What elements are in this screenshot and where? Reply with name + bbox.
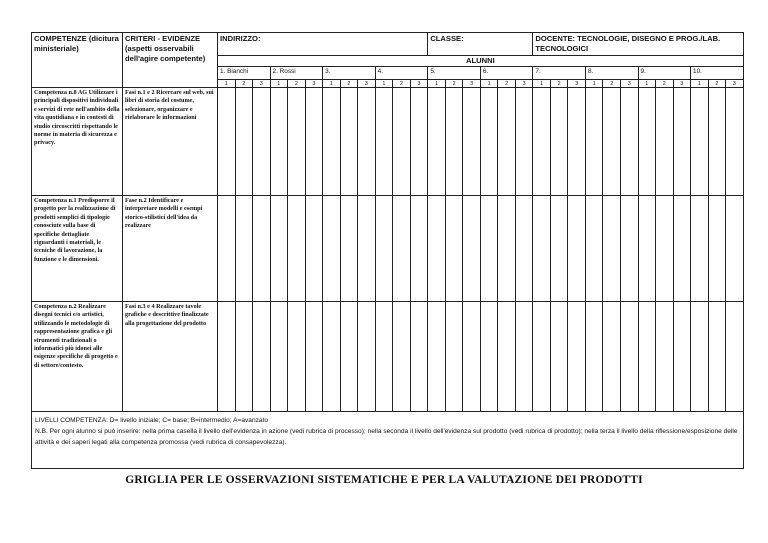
evaluation-cell[interactable] [463,302,481,412]
evaluation-cell[interactable] [533,302,551,412]
level-number: 2 [445,80,463,88]
level-number: 1 [218,80,236,88]
criterio-cell: Fasi n.1 e 2 Ricercare sul web, sui libri di storia del costume, selezionare, organizzare e rielaborare le informazioni [123,88,218,196]
competence-row [32,88,744,196]
evaluation-cell[interactable] [638,196,656,302]
evaluation-cell[interactable] [375,302,393,412]
evaluation-cell[interactable] [656,88,674,196]
level-number: 3 [253,80,271,88]
evaluation-cell[interactable] [270,302,288,412]
evaluation-cell[interactable] [480,302,498,412]
header-row [32,33,744,56]
evaluation-cell[interactable] [550,88,568,196]
evaluation-cell[interactable] [673,302,691,412]
evaluation-cell[interactable] [585,302,603,412]
evaluation-cell[interactable] [218,88,236,196]
evaluation-cell[interactable] [305,88,323,196]
evaluation-cell[interactable] [270,196,288,302]
evaluation-cell[interactable] [515,196,533,302]
notes-cell [32,412,744,469]
level-number: 1 [428,80,446,88]
evaluation-cell[interactable] [691,302,709,412]
evaluation-cell[interactable] [603,302,621,412]
evaluation-cell[interactable] [375,196,393,302]
level-number: 3 [410,80,428,88]
evaluation-cell[interactable] [550,196,568,302]
criterio-cell: Fasi n.3 e 4 Realizzare tavole grafiche e descrittive finalizzate alla progettazione del prodotto [123,302,218,412]
evaluation-cell[interactable] [218,196,236,302]
level-number: 2 [708,80,726,88]
level-number: 1 [585,80,603,88]
evaluation-cell[interactable] [253,196,271,302]
evaluation-cell[interactable] [288,88,306,196]
level-number: 3 [305,80,323,88]
evaluation-cell[interactable] [620,302,638,412]
evaluation-cell[interactable] [638,88,656,196]
evaluation-grid [31,32,744,469]
level-number: 2 [235,80,253,88]
level-number: 3 [358,80,376,88]
level-number: 3 [568,80,586,88]
level-number: 2 [603,80,621,88]
evaluation-cell[interactable] [603,196,621,302]
evaluation-cell[interactable] [620,88,638,196]
evaluation-cell[interactable] [726,302,744,412]
student-name-7: 7. [533,67,586,80]
criteri-header: CRITERI - EVIDENZE (aspetti osservabili dell'agire competente) [123,33,218,88]
evaluation-cell[interactable] [480,196,498,302]
competenza-cell: Competenza n.1 Predisporre il progetto per la realizzazione di prodotti semplici di tipologie conosciute sulla base di specifiche dettagliate riguardanti i materiali, le tecniche di lavorazione, la funzione e le dimensioni. [32,196,123,302]
competenza-cell: Competenza n.2 Realizzare disegni tecnici e/o artistici, utilizzando le metodologie di rappresentazione grafica e gli strumenti tradizionali o informatici più idonei alle esigenze specifiche di progetto e di settore/contesto. [32,302,123,412]
level-number: 1 [323,80,341,88]
level-number: 3 [515,80,533,88]
alunni-header: ALUNNI [218,56,744,67]
evaluation-cell[interactable] [288,196,306,302]
level-number: 1 [480,80,498,88]
evaluation-cell[interactable] [393,88,411,196]
evaluation-cell[interactable] [445,302,463,412]
evaluation-cell[interactable] [498,196,516,302]
evaluation-cell[interactable] [550,302,568,412]
notes-row [32,412,744,469]
evaluation-cell[interactable] [253,88,271,196]
evaluation-cell[interactable] [270,88,288,196]
level-number: 2 [393,80,411,88]
evaluation-cell[interactable] [568,196,586,302]
evaluation-cell[interactable] [533,88,551,196]
student-name-2: 2. Rossi [270,67,323,80]
evaluation-cell[interactable] [235,88,253,196]
competence-row [32,302,744,412]
evaluation-cell[interactable] [340,196,358,302]
competenza-cell: Competenza n.8 AG Utilizzare i principali dispositivi individuali e servizi di rete nell'ambito della vita quotidiana e in contesti di studio circoscritti rispettando le norme in materia di sicurezza e privacy. [32,88,123,196]
evaluation-cell[interactable] [463,88,481,196]
evaluation-cell[interactable] [726,196,744,302]
docente-field: DOCENTE: TECNOLOGIE, DISEGNO E PROG./LAB. TECNOLOGICI [533,33,743,56]
evaluation-cell[interactable] [358,196,376,302]
evaluation-cell[interactable] [585,196,603,302]
evaluation-cell[interactable] [708,88,726,196]
evaluation-cell[interactable] [708,302,726,412]
evaluation-cell[interactable] [445,196,463,302]
student-name-5: 5. [428,67,481,80]
level-number: 1 [375,80,393,88]
level-number: 2 [340,80,358,88]
criterio-cell: Fase n.2 Identificare e interpretare modelli e esempi storico-stilistici dell'idea da realizzare [123,196,218,302]
evaluation-cell[interactable] [218,302,236,412]
evaluation-cell[interactable] [691,88,709,196]
evaluation-cell[interactable] [235,302,253,412]
evaluation-cell[interactable] [358,302,376,412]
evaluation-cell[interactable] [235,196,253,302]
evaluation-cell[interactable] [288,302,306,412]
evaluation-cell[interactable] [410,302,428,412]
student-name-6: 6. [480,67,533,80]
livelli-legend: LIVELLI COMPETENZA: D= livello iniziale; C= base; B=intermedio; A=avanzato [35,417,269,424]
level-number: 2 [656,80,674,88]
document-title: GRIGLIA PER LE OSSERVAZIONI SISTEMATICHE E PER LA VALUTAZIONE DEI PRODOTTI [125,474,643,486]
evaluation-cell[interactable] [691,196,709,302]
evaluation-cell[interactable] [340,88,358,196]
evaluation-cell[interactable] [323,196,341,302]
student-name-10: 10. [691,67,744,80]
evaluation-cell[interactable] [428,302,446,412]
evaluation-cell[interactable] [340,302,358,412]
student-name-3: 3. [323,67,376,80]
evaluation-cell[interactable] [585,88,603,196]
evaluation-cell[interactable] [410,196,428,302]
level-number: 3 [620,80,638,88]
evaluation-cell[interactable] [673,88,691,196]
evaluation-grid-sheet [31,32,743,468]
level-number: 3 [673,80,691,88]
evaluation-cell[interactable] [410,88,428,196]
evaluation-cell[interactable] [480,88,498,196]
evaluation-cell[interactable] [323,302,341,412]
student-name-8: 8. [585,67,638,80]
evaluation-cell[interactable] [358,88,376,196]
evaluation-cell[interactable] [515,88,533,196]
evaluation-cell[interactable] [305,196,323,302]
evaluation-cell[interactable] [656,196,674,302]
evaluation-cell[interactable] [726,88,744,196]
classe-field: CLASSE: [428,33,533,56]
evaluation-cell[interactable] [620,196,638,302]
evaluation-cell[interactable] [568,302,586,412]
level-number: 3 [463,80,481,88]
nb-note: N.B. Per ogni alunno si può inserire: nella prima casella il livello dell'evidenza in azione (vedi rubrica di processo); nella seconda il livello dell'evidenza sul prodotto (vedi rubrica di prodotto); nella terza il livello della riflessione/esposizione delle attività e dei saperi legati alla competenza promossa (vedi rubrica di consapevolezza). [35,428,738,446]
evaluation-cell[interactable] [428,196,446,302]
student-name-4: 4. [375,67,428,80]
evaluation-cell[interactable] [603,88,621,196]
level-number: 1 [691,80,709,88]
evaluation-cell[interactable] [463,196,481,302]
evaluation-cell[interactable] [533,196,551,302]
evaluation-cell[interactable] [305,302,323,412]
evaluation-cell[interactable] [445,88,463,196]
evaluation-cell[interactable] [498,88,516,196]
evaluation-cell[interactable] [375,88,393,196]
student-name-1: 1. Bianchi [218,67,271,80]
level-number: 2 [550,80,568,88]
student-name-9: 9. [638,67,691,80]
evaluation-cell[interactable] [498,302,516,412]
level-number: 2 [288,80,306,88]
evaluation-cell[interactable] [323,88,341,196]
indirizzo-field: INDIRIZZO: [218,33,428,56]
level-number: 2 [498,80,516,88]
level-number: 1 [270,80,288,88]
evaluation-cell[interactable] [638,302,656,412]
evaluation-cell[interactable] [568,88,586,196]
evaluation-cell[interactable] [393,302,411,412]
evaluation-cell[interactable] [515,302,533,412]
evaluation-cell[interactable] [393,196,411,302]
competence-row [32,196,744,302]
evaluation-cell[interactable] [708,196,726,302]
level-number: 3 [726,80,744,88]
level-number: 1 [638,80,656,88]
evaluation-cell[interactable] [253,302,271,412]
evaluation-cell[interactable] [428,88,446,196]
evaluation-cell[interactable] [656,302,674,412]
competenze-header: COMPETENZE (dicitura ministeriale) [32,33,123,88]
level-number: 1 [533,80,551,88]
evaluation-cell[interactable] [673,196,691,302]
